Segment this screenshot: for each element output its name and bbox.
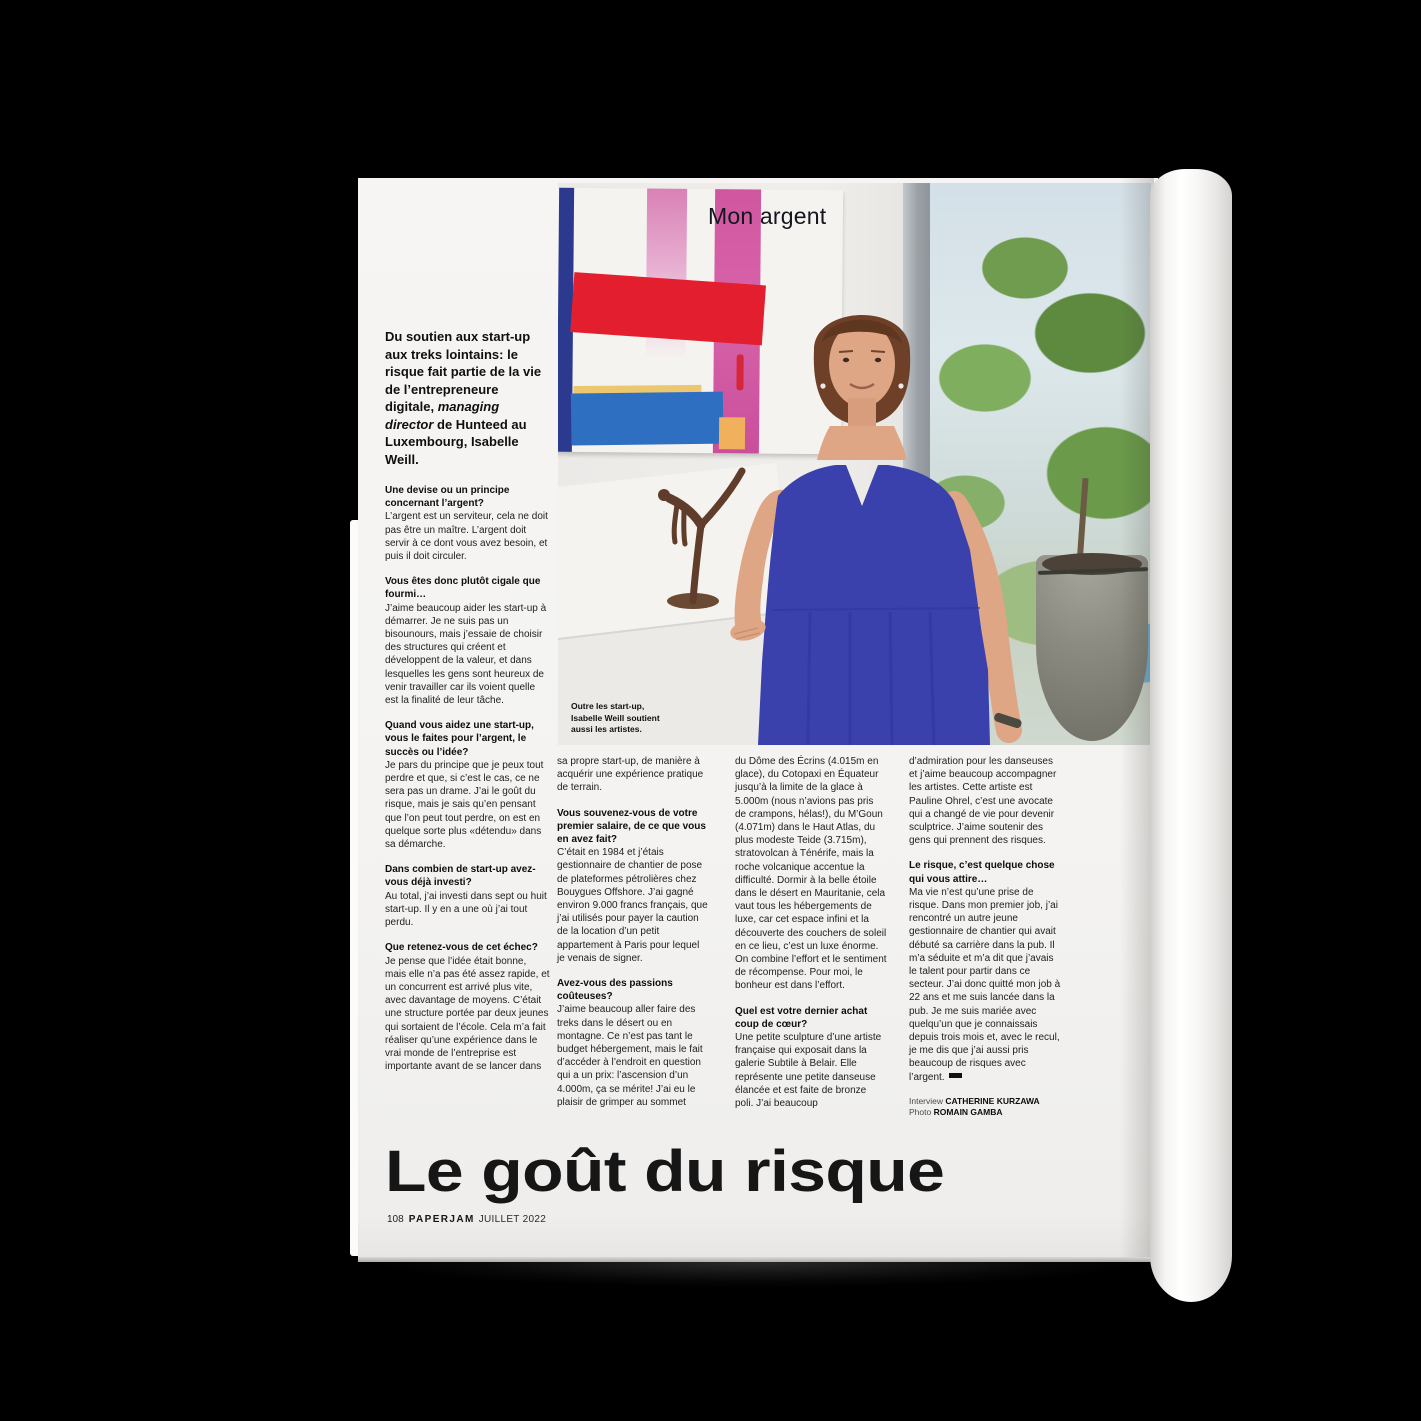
caption-line: aussi les artistes. (571, 724, 642, 734)
question: Vous souvenez-vous de votre premier salaire, de ce que vous en avez fait? (557, 807, 706, 846)
left-column (385, 328, 550, 1085)
credit-line (909, 1107, 1061, 1119)
caption-line: Isabelle Weill soutient (571, 712, 660, 723)
article-standfirst (385, 328, 550, 468)
magazine-brand: PAPERJAM (408, 1214, 475, 1225)
credit-role: Photo (909, 1107, 932, 1118)
qa-block (385, 941, 550, 1073)
answer: Je pense que l’idée était bonne, mais elle n’a pas été assez rapide, et un concurrent est arrivé plus vite, avec davantage de moyens. C’était une structure portée par deux jeunes qui sortaient de l’école. Cela m’a fait réaliser qu’une expérience dans le vrai monde de l’entreprise est importante avant de se lancer dans (385, 955, 550, 1073)
standfirst-tail: de Hunteed au Luxembourg, Isabelle Weill. (385, 416, 527, 467)
qa-block (557, 977, 709, 1109)
page-folio (387, 1214, 546, 1225)
question: Quel est votre dernier achat coup de cœur? (735, 1005, 868, 1030)
answer: Je pars du principe que je peux tout perdre et que, si c’est le cas, ce ne sera pas un drame. J’ai le goût du risque, mais je sais qu’en pensant que l’on peut tout perdre, on est en quelque sorte plus «détendu» dans sa démarche. (385, 759, 544, 851)
page-number: 108 (387, 1214, 404, 1225)
answer (909, 886, 1061, 1084)
credit-name: CATHERINE KURZAWA (945, 1095, 1040, 1106)
body-column-3 (909, 755, 1061, 1119)
answer: Une petite sculpture d’une artiste française qui exposait dans la galerie Subtile à Belair. Elle représente une petite danseuse élancée et est faite de bronze poli. J’ai beaucoup (735, 1032, 882, 1110)
article-photo (558, 183, 1151, 745)
qa-block (735, 1005, 887, 1111)
rolled-page-edge (1150, 169, 1232, 1302)
credits (909, 1096, 1061, 1119)
question: Quand vous aidez une start-up, vous le faites pour l’argent, le succès ou l’idée? (385, 720, 534, 758)
qa-block (385, 719, 550, 851)
credit-role: Interview (909, 1095, 944, 1106)
standfirst-lead: Du soutien aux start-up aux treks lointains: le risque fait partie de la vie de l’entrepreneure digitale, (385, 329, 542, 414)
question: Le risque, c’est quelque chose qui vous attire… (909, 860, 1055, 885)
answer: L’argent est un serviteur, cela ne doit pas être un maître. L’argent doit servir à ce dont vous avez besoin, et puis il doit circuler. (385, 511, 548, 563)
answer: J’aime beaucoup aller faire des treks dans le désert ou en montagne. Ce n’est pas tant le budget hébergement, mais le fait d’accéder à l’endroit en question qui a un prix: l’ascension d’un 4.000m, ça se mérite! J’ai eu le plaisir de grimper au sommet (557, 1004, 703, 1108)
isabelle-weill-portrait (718, 278, 1058, 745)
answer: J’aime beaucoup aider les start-up à démarrer. Je ne suis pas un bisounours, mais j’essaie de choisir des structures qui créent et développent de la valeur, et dans lesquelles les gens sont heureux de venir travailler car ils voient quelle est la finalité de leur tâche. (385, 602, 547, 707)
continued-text: d’admiration pour les danseuses et j’aime beaucoup accompagner les artistes. Cette artiste est Pauline Ohrel, c’est une avocate qui a changé de vie pour devenir sculptrice. J’aime soutenir des gens qui prennent des risques. (909, 756, 1057, 847)
page-cast-shadow (368, 1262, 1228, 1296)
issue-date: JUILLET 2022 (478, 1214, 547, 1225)
credit-line (909, 1096, 1061, 1108)
magazine-page (358, 178, 1158, 1258)
caption-line: Outre les start-up, (571, 701, 645, 711)
answer: Au total, j’ai investi dans sept ou huit start-up. Il y en a une où j’ai tout perdu. (385, 890, 547, 929)
qa-block (557, 807, 709, 965)
question: Une devise ou un principe concernant l’argent? (385, 485, 510, 510)
answer: C’était en 1984 et j’étais gestionnaire de chantier de pose de plateformes pétrolières chez Bouygues Offshore. J’ai gagné environ 9.000 francs français, que j’ai utilisés pour payer la caution de la location d’un petit appartement à Paris pour lequel je venais de signer. (557, 847, 708, 964)
question: Que retenez-vous de cet échec? (385, 942, 538, 954)
body-column-2 (735, 755, 887, 1122)
qa-block (385, 863, 550, 929)
continued-text: sa propre start-up, de manière à acquérir une expérience pratique de terrain. (557, 756, 704, 794)
credit-name: ROMAIN GAMBA (933, 1107, 1003, 1118)
question: Avez-vous des passions coûteuses? (557, 978, 673, 1003)
photo-caption (571, 701, 691, 736)
continued-text: du Dôme des Écrins (4.015m en glace), du Cotopaxi en Équateur jusqu’à la limite de la glace à 5.000m (nous n’avions pas pris de crampons, hélas!), du M’Goun (4.071m) dans le Haut Atlas, du plus modeste Teide (3.715m), stratovolcan à Ténérife, mais la roche volcanique accentue la difficulté. Dormir à la belle étoile dans le désert en Mauritanie, cela vaut tous les hébergements de luxe, car cet espace infini et la découverte des couchers de soleil en ce lieu, c’est un luxe énorme. On combine l’effort et le sentiment de récompense. Pour moi, le bonheur est dans l’effort. (735, 756, 887, 992)
section-kicker: Mon argent (708, 203, 827, 229)
article-headline: Le goût du risque (385, 1139, 945, 1204)
qa-block (385, 484, 550, 563)
body-column-1 (557, 755, 709, 1121)
answer-text: Ma vie n’est qu’une prise de risque. Dans mon premier job, j’ai rencontré un autre jeune gestionnaire de chantier qui avait débuté sa carrière dans la pub. Il m’a séduite et m’a dit que j’avais le talent pour partir dans ce secteur. J’ai donc quitté mon job à 22 ans et me suis lancée dans la pub. Je me suis mariée avec quelqu’un que je connaissais depuis trois mois et, avec le recul, je me dis que j’ai aussi pris beaucoup de risques avec l’argent. (909, 886, 1061, 1083)
painting-blue-band (571, 392, 724, 446)
qa-block (385, 575, 550, 707)
question: Vous êtes donc plutôt cigale que fourmi… (385, 576, 541, 601)
qa-block (909, 859, 1061, 1083)
roll-shadow (1120, 178, 1154, 1258)
question: Dans combien de start-up avez-vous déjà investi? (385, 864, 536, 889)
standfirst-italic: managing director (385, 399, 500, 432)
article-end-mark (949, 1073, 962, 1078)
